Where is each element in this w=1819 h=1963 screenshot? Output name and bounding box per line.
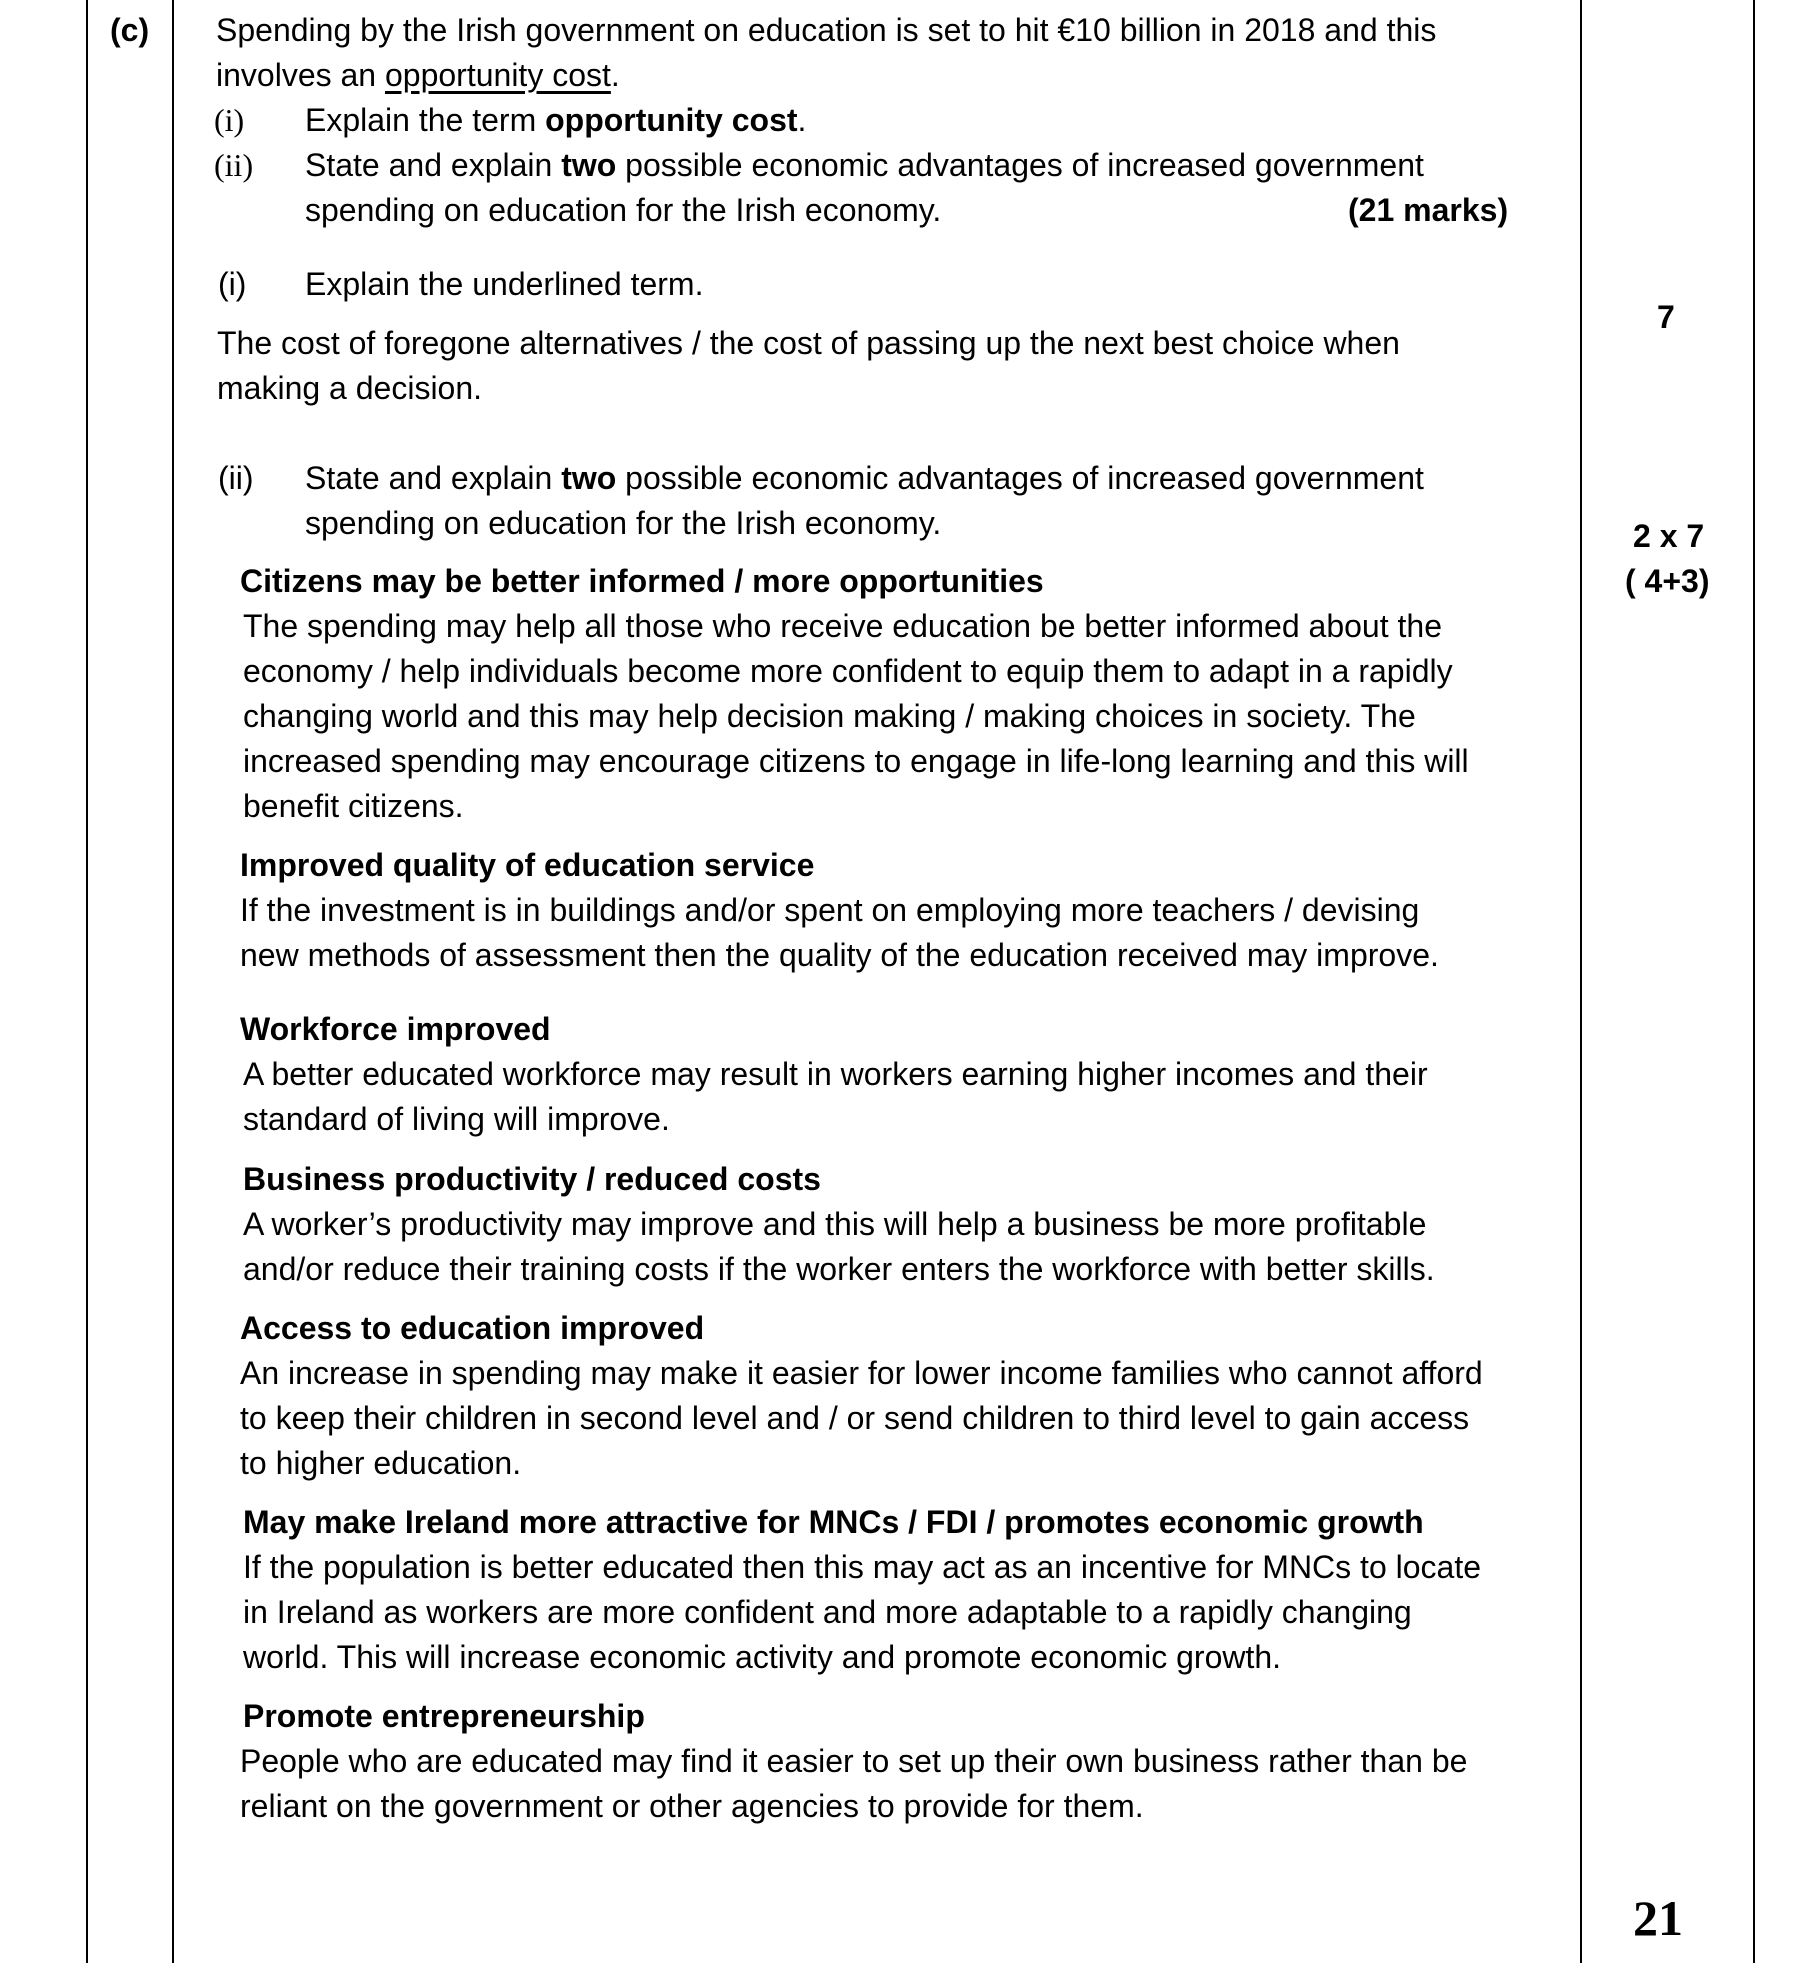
- point-2-body: If the investment is in buildings and/or spent on employing more teachers / devising new methods of assessment then the quality of the education received may improve.: [240, 892, 1439, 973]
- answer-i-mark: 7: [1657, 299, 1675, 335]
- question-part-ii-line-2: spending on education for the Irish economy.: [305, 192, 942, 228]
- question-part-i-number: (i): [214, 102, 245, 138]
- answer-i-line-1: The cost of foregone alternatives / the cost of passing up the next best choice when: [217, 325, 1400, 361]
- point-6-heading: May make Ireland more attractive for MNCs / FDI / promotes economic growth: [243, 1504, 1424, 1540]
- point-2-heading: Improved quality of education service: [240, 847, 815, 883]
- question-label: (c): [110, 12, 150, 48]
- answer-ii-number: (ii): [218, 460, 254, 496]
- question-part-ii-line-1: State and explain two possible economic advantages of increased government: [305, 147, 1424, 183]
- table-border-label-column: [172, 0, 174, 1963]
- table-border-marks-column: [1580, 0, 1582, 1963]
- point-1-heading: Citizens may be better informed / more opportunities: [240, 563, 1044, 599]
- answer-i-line-2: making a decision.: [217, 370, 483, 406]
- answer-i-number: (i): [218, 266, 247, 302]
- question-part-i: Explain the term opportunity cost.: [305, 102, 807, 138]
- answer-ii-mark-line-2: ( 4+3): [1625, 563, 1710, 599]
- point-4-body: A worker’s productivity may improve and this will help a business be more profitable and/or reduce their training costs if the worker enters the workforce with better skills.: [243, 1206, 1435, 1287]
- point-4-heading: Business productivity / reduced costs: [243, 1161, 821, 1197]
- table-border-left: [86, 0, 88, 1963]
- point-7-heading: Promote entrepreneurship: [243, 1698, 645, 1734]
- point-3-body: A better educated workforce may result in workers earning higher incomes and their standard of living will improve.: [243, 1056, 1428, 1137]
- answer-ii-mark-line-1: 2 x 7: [1633, 518, 1705, 554]
- point-5-heading: Access to education improved: [240, 1310, 705, 1346]
- question-marks: (21 marks): [1348, 192, 1509, 228]
- answer-ii-prompt-line-2: spending on education for the Irish economy.: [305, 505, 942, 541]
- question-part-ii-number: (ii): [214, 147, 254, 183]
- underlined-term: opportunity cost: [384, 57, 611, 93]
- answer-ii-prompt-line-1: State and explain two possible economic advantages of increased government: [305, 460, 1424, 496]
- question-line-2: involves an opportunity cost.: [216, 57, 620, 93]
- point-3-heading: Workforce improved: [240, 1011, 551, 1047]
- point-6-body: If the population is better educated then this may act as an incentive for MNCs to locate in Ireland as workers are more confident and more adaptable to a rapidly changing world. This will increase economic activity and promote economic growth.: [243, 1549, 1482, 1675]
- table-border-right: [1753, 0, 1755, 1963]
- point-1-body: The spending may help all those who receive education be better informed about the economy / help individuals become more confident to equip them to adapt in a rapidly changing world and this may help decision making / making choices in society. The increased spending may encourage citizens to engage in life-long learning and this will benefit citizens.: [243, 608, 1469, 824]
- point-5-body: An increase in spending may make it easier for lower income families who cannot afford to keep their children in second level and / or send children to third level to gain access to higher education.: [240, 1355, 1483, 1481]
- total-marks: 21: [1633, 1890, 1683, 1946]
- point-7-body: People who are educated may find it easier to set up their own business rather than be reliant on the government or other agencies to provide for them.: [240, 1743, 1468, 1824]
- answer-i-prompt: Explain the underlined term.: [305, 266, 704, 302]
- question-line-1: Spending by the Irish government on education is set to hit €10 billion in 2018 and this: [216, 12, 1437, 48]
